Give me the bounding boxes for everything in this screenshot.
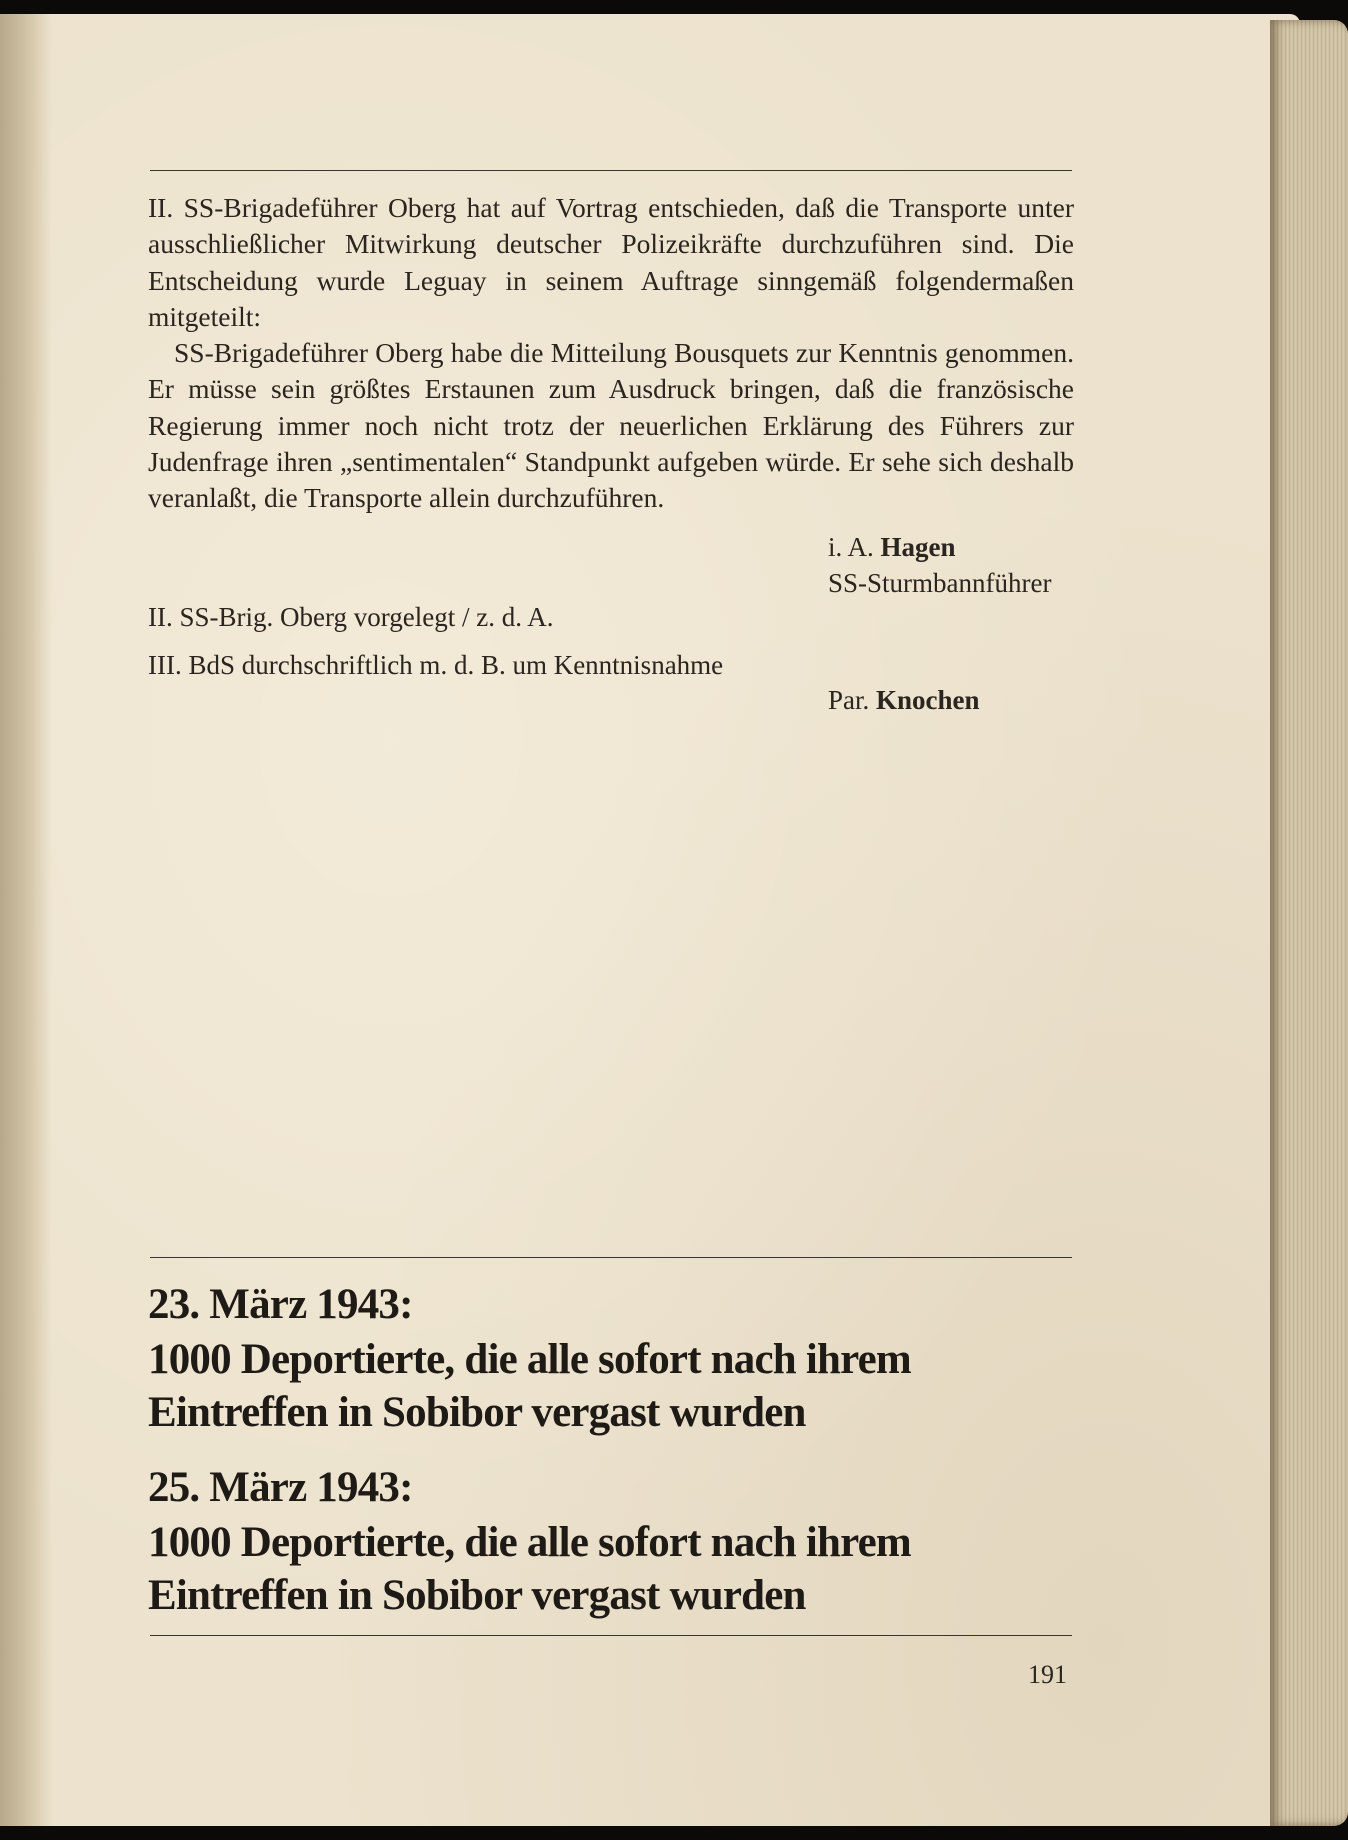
page-number: 191	[1028, 1660, 1067, 1689]
paraph-line	[828, 683, 980, 717]
signature-line	[828, 530, 956, 564]
paragraph-decision: II. SS-Brigadeführer Oberg hat auf Vortrag entschieden, daß die Transporte unter ausschließlicher Mitwirkung deutscher Polizeikräfte durchzuführen sind. Die Entscheidung wurde Leguay in seinem Auftrage sinngemäß folgendermaßen mitgeteilt:	[148, 192, 1074, 332]
signature-name: Hagen	[880, 532, 956, 562]
page-edges-stack	[1270, 20, 1348, 1826]
paraph-name: Knochen	[876, 685, 980, 715]
note-ii: II. SS-Brig. Oberg vorgelegt / z. d. A.	[148, 602, 554, 632]
entry-date-1: 23. März 1943:	[148, 1281, 413, 1328]
paraph-prefix: Par.	[828, 685, 877, 715]
note-iii: III. BdS durchschriftlich m. d. B. um Kenntnisnahme	[148, 650, 724, 680]
entry-line2-2: Eintreffen in Sobibor vergast wurden	[148, 1572, 806, 1619]
section-rule-top	[150, 1257, 1072, 1258]
paragraph-message: SS-Brigadeführer Oberg habe die Mitteilung Bousquets zur Kenntnis genommen. Er müsse sein größtes Erstaunen zum Ausdruck bringen, daß die französische Regierung immer noch nicht trotz der neuerlichen Erklärung des Führers zur Judenfrage ihren „sentimentalen“ Standpunkt aufgeben würde. Er sehe sich deshalb veranlaßt, die Transporte allein durchzuführen.	[148, 337, 1074, 514]
signature-rank: SS-Sturmbannführer	[828, 568, 1052, 598]
entry-line2-1: Eintreffen in Sobibor vergast wurden	[148, 1389, 806, 1436]
entry-line1-2: 1000 Deportierte, die alle sofort nach ihrem	[148, 1519, 911, 1566]
entry-line1-1: 1000 Deportierte, die alle sofort nach ihrem	[148, 1336, 911, 1383]
section-rule-bottom	[150, 1635, 1072, 1636]
page-gutter-shadow	[0, 14, 52, 1826]
signature-prefix: i. A.	[828, 532, 881, 562]
top-rule	[150, 170, 1072, 171]
entry-date-2: 25. März 1943:	[148, 1464, 413, 1511]
